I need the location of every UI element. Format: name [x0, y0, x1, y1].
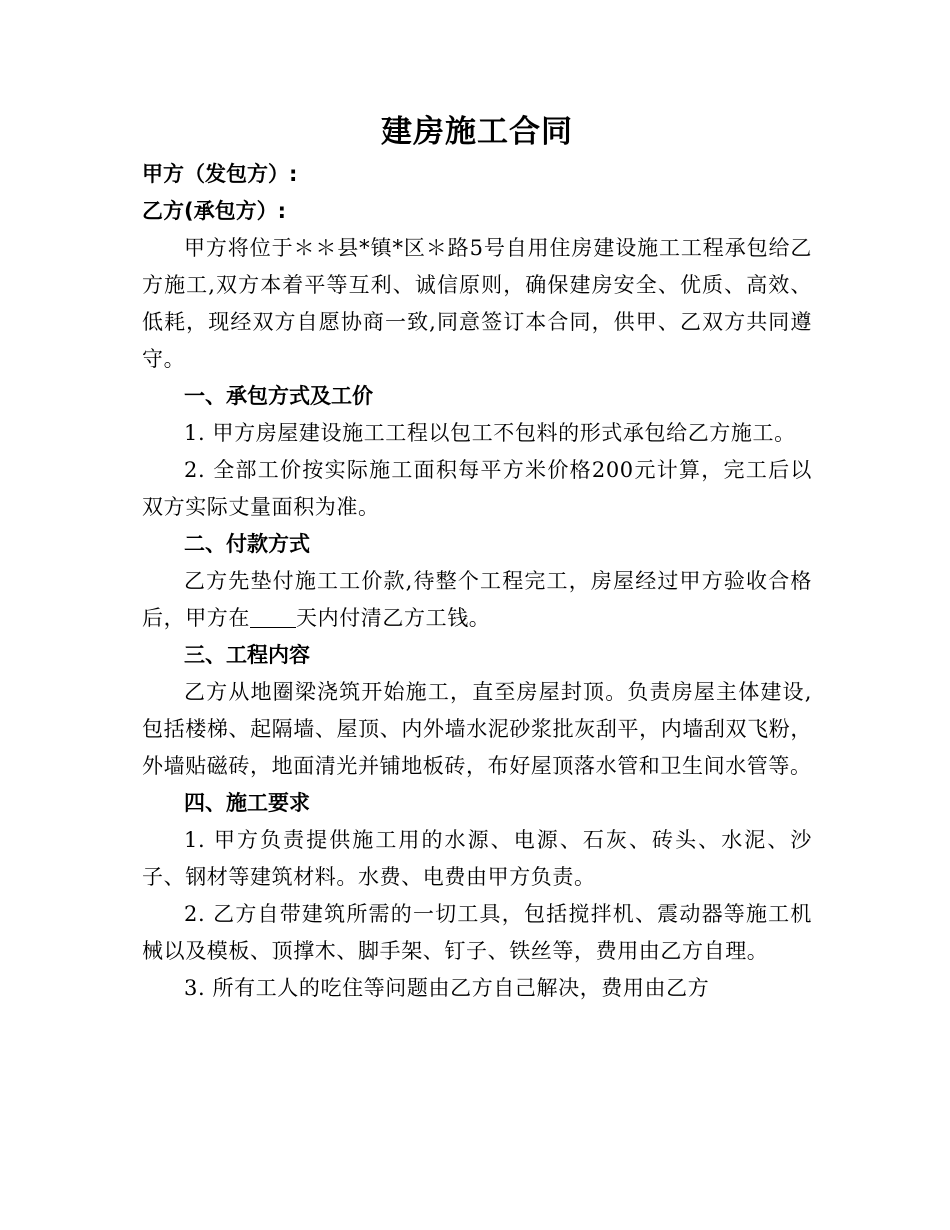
clause-paragraph: 乙方从地圈梁浇筑开始施工，直至房屋封顶。负责房屋主体建设,包括楼梯、起隔墙、屋顶、内外墙水泥砂浆批灰刮平，内墙刮双飞粉，外墙贴磁砖，地面清光并铺地板砖，布好屋顶落水管和卫生间水管等。 [142, 680, 812, 778]
section-heading-contract-method: 一、承包方式及工价 [184, 384, 373, 408]
payment-text-before: 乙方先垫付施工工价款,待整个工程完工，房屋经过甲方验收合格后，甲方在 [142, 569, 812, 630]
days-blank-field [250, 607, 296, 628]
clause-paragraph: 2. 乙方自带建筑所需的一切工具，包括搅拌机、震动器等施工机械以及模板、顶撑木、脚手架、钉子、铁丝等，费用由乙方自理。 [142, 902, 812, 963]
section-heading-payment: 二、付款方式 [184, 532, 310, 556]
document-title: 建房施工合同 [381, 114, 573, 150]
party-b-label: 乙方(承包方）: [142, 199, 286, 223]
clause-paragraph: 2. 全部工价按实际施工面积每平方米价格200元计算，完工后以双方实际丈量面积为准。 [142, 458, 812, 519]
payment-text-after: 天内付清乙方工钱。 [296, 606, 491, 630]
document-page [142, 108, 812, 1007]
party-a-label: 甲方（发包方）: [142, 162, 298, 186]
intro-paragraph: 甲方将位于＊＊县*镇*区＊路5号自用住房建设施工工程承包给乙方施工,双方本着平等互利、诚信原则，确保建房安全、优质、高效、低耗，现经双方自愿协商一致,同意签订本合同，供甲、乙双方共同遵守。 [142, 236, 812, 371]
clause-paragraph: 3. 所有工人的吃住等问题由乙方自己解决，费用由乙方 [184, 976, 710, 1000]
payment-paragraph [142, 563, 812, 637]
section-heading-work-content: 三、工程内容 [184, 643, 310, 667]
section-heading-requirements: 四、施工要求 [184, 791, 310, 815]
clause-paragraph: 1. 甲方负责提供施工用的水源、电源、石灰、砖头、水泥、沙子、钢材等建筑材料。水费、电费由甲方负责。 [142, 828, 812, 889]
clause-paragraph: 1. 甲方房屋建设施工工程以包工不包料的形式承包给乙方施工。 [184, 421, 796, 445]
